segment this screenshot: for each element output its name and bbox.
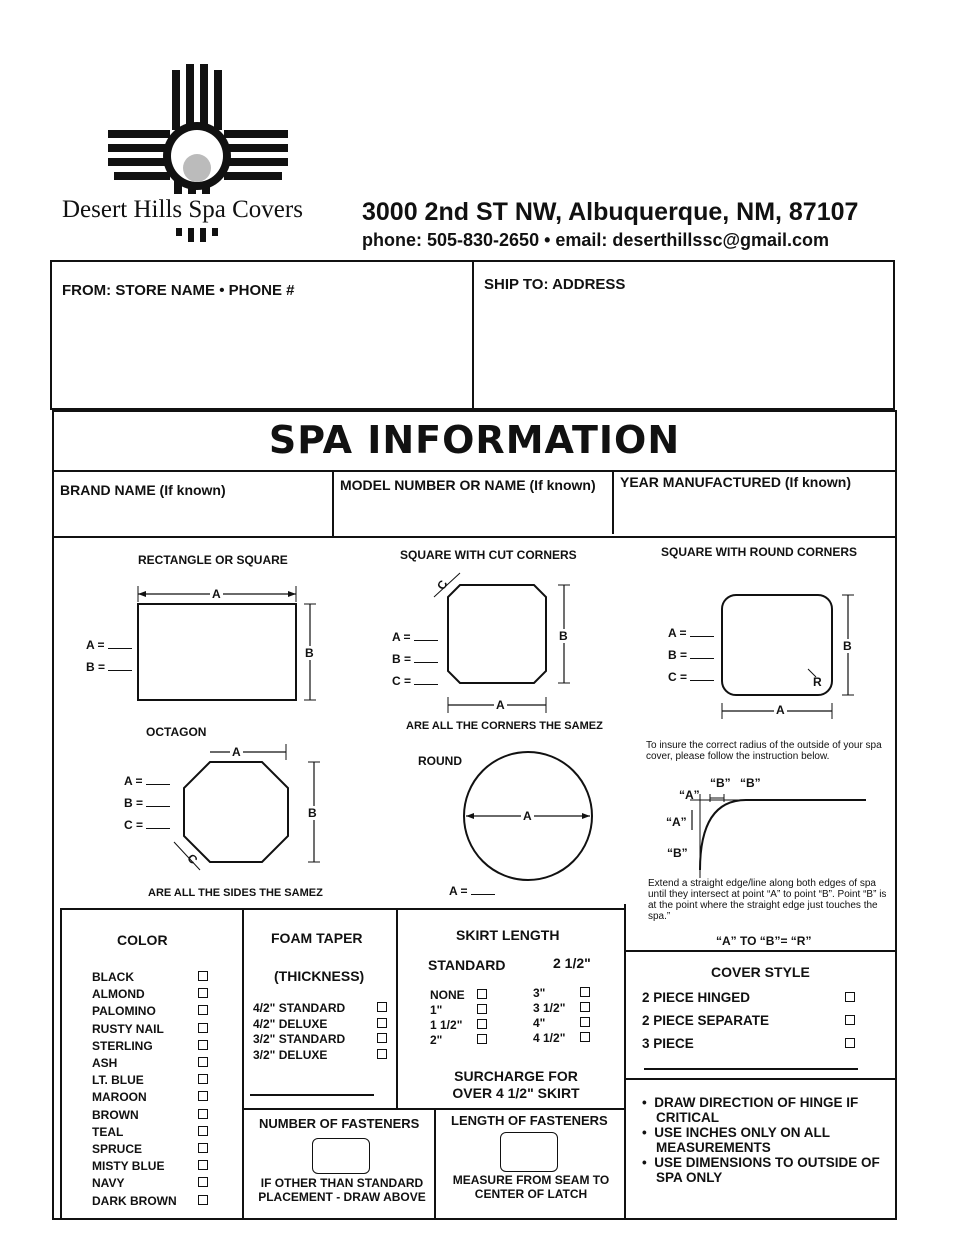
from-label: FROM: STORE NAME • PHONE # [62, 282, 295, 299]
note-item: • USE DIMENSIONS TO OUTSIDE OF SPA ONLY [642, 1155, 880, 1185]
skirt-option-label: 2" [430, 1033, 443, 1047]
shapes-top-divider [52, 536, 897, 538]
color-option-label: STERLING [92, 1038, 153, 1053]
foam-checkbox[interactable] [377, 1018, 387, 1028]
note-item: • USE INCHES ONLY ON ALL MEASUREMENTS [642, 1125, 830, 1155]
rect-dim-a: A [212, 587, 221, 601]
foam-underline [250, 1094, 374, 1096]
skirt-checkbox[interactable] [477, 1004, 487, 1014]
foam-option-label: 4/2" DELUXE [253, 1016, 328, 1031]
color-option-label: PALOMINO [92, 1004, 156, 1019]
octagon-a-label[interactable]: A = [124, 774, 170, 788]
skirt-surcharge: SURCHARGE FOR OVER 4 1/2" SKIRT [452, 1068, 580, 1101]
color-title: COLOR [117, 932, 168, 948]
color-checkbox[interactable] [198, 1109, 208, 1119]
color-option-label: SPRUCE [92, 1142, 143, 1156]
foam-option-label: 4/2" STANDARD [253, 1001, 346, 1015]
radius-label-b-left: “B” [667, 846, 688, 860]
cover-style-top [624, 950, 897, 952]
year-field[interactable] [618, 492, 888, 528]
cover-style-underline [644, 1068, 858, 1070]
color-option-label: BROWN [92, 1107, 139, 1122]
round-corner-dim-a: A [776, 703, 785, 717]
ship-to-field[interactable] [482, 298, 886, 402]
fasteners-divider [434, 1108, 436, 1220]
model-divider [612, 472, 614, 534]
color-checkbox[interactable] [198, 988, 208, 998]
from-ship-divider [472, 262, 474, 408]
radius-label-b-top2: “B” [740, 776, 761, 790]
foam-checkbox[interactable] [377, 1049, 387, 1059]
cut-dim-a: A [496, 698, 505, 712]
octagon-c-label[interactable]: C = [124, 818, 170, 832]
skirt-checkbox[interactable] [580, 1002, 590, 1012]
radius-label-b-top1: “B” [710, 776, 731, 790]
color-checkbox[interactable] [198, 1040, 208, 1050]
skirt-checkbox[interactable] [477, 1019, 487, 1029]
color-checkbox[interactable] [198, 1160, 208, 1170]
fasteners-number-note: IF OTHER THAN STANDARD PLACEMENT - DRAW ABOVE [258, 1176, 426, 1204]
round-corner-a-label[interactable]: A = [668, 626, 714, 640]
fasteners-number-field[interactable] [312, 1138, 370, 1174]
color-checkbox[interactable] [198, 1091, 208, 1101]
fasteners-number-title: NUMBER OF FASTENERS [259, 1116, 420, 1131]
foam-option-label: 3/2" STANDARD [253, 1032, 346, 1046]
skirt-standard-label: STANDARD [428, 957, 506, 973]
cover-style-checkbox[interactable] [845, 1015, 855, 1025]
cut-b-label[interactable]: B = [392, 652, 438, 666]
round-corner-c-label[interactable]: C = [668, 670, 714, 684]
skirt-option-label: 4" [533, 1016, 546, 1030]
company-contact: phone: 505-830-2650 • email: deserthillssc@gmail.com [362, 230, 830, 250]
cut-note: ARE ALL THE CORNERS THE SAMEZ [406, 720, 603, 732]
skirt-checkbox[interactable] [580, 1017, 590, 1027]
skirt-checkbox[interactable] [580, 1032, 590, 1042]
fasteners-length-title: LENGTH OF FASTENERS [451, 1113, 608, 1128]
year-label: YEAR MANUFACTURED (If known) [620, 474, 851, 490]
skirt-checkbox[interactable] [477, 989, 487, 999]
foam-checkbox[interactable] [377, 1033, 387, 1043]
round-corner-b-label[interactable]: B = [668, 648, 714, 662]
skirt-standard-value: 2 1/2" [553, 955, 591, 971]
cover-style-option-label: 2 PIECE SEPARATE [642, 1013, 770, 1028]
fasteners-length-field[interactable] [500, 1132, 558, 1172]
notes-top [624, 1078, 897, 1080]
color-checkbox[interactable] [198, 971, 208, 981]
skirt-title: SKIRT LENGTH [456, 927, 560, 943]
cut-title: SQUARE WITH CUT CORNERS [400, 548, 577, 562]
brand-field[interactable] [58, 500, 326, 534]
octagon-title: OCTAGON [146, 725, 207, 739]
color-option-label: LT. BLUE [92, 1073, 144, 1088]
color-checkbox[interactable] [198, 1195, 208, 1205]
rect-a-label[interactable]: A = [86, 638, 132, 652]
color-checkbox[interactable] [198, 1143, 208, 1153]
cover-style-option-label: 3 PIECE [642, 1036, 694, 1051]
octagon-b-label[interactable]: B = [124, 796, 170, 810]
skirt-option-label: 3 1/2" [533, 1001, 566, 1015]
cut-c-label[interactable]: C = [392, 674, 438, 688]
foam-title: FOAM TAPER [271, 930, 363, 946]
round-corner-dim-b: B [843, 639, 852, 653]
cut-dim-c: C [434, 577, 451, 593]
color-option-label: MISTY BLUE [92, 1159, 165, 1174]
radius-instructions: Extend a straight edge/line along both edges of spa until they intersect at point “A” to point “B”. Point “B” is at the point where the straight edge just touches the spa.” [648, 878, 887, 922]
cut-a-label[interactable]: A = [392, 630, 438, 644]
radius-diagram-icon [676, 778, 876, 878]
company-address: 3000 2nd ST NW, Albuquerque, NM, 87107 [362, 198, 859, 226]
note-item: • DRAW DIRECTION OF HINGE IF CRITICAL [642, 1095, 859, 1125]
instructions-list [642, 1095, 892, 1185]
skirt-right-divider [624, 904, 626, 1220]
skirt-checkbox[interactable] [477, 1034, 487, 1044]
round-a-label[interactable]: A = [449, 884, 495, 898]
cover-style-option-label: 2 PIECE HINGED [642, 990, 751, 1005]
color-checkbox[interactable] [198, 1057, 208, 1067]
foam-subtitle: (THICKNESS) [274, 968, 365, 984]
skirt-option-label: NONE [430, 988, 465, 1002]
color-option-label: ALMOND [92, 987, 145, 1002]
cover-style-title: COVER STYLE [711, 964, 810, 980]
color-option-label: ASH [92, 1056, 118, 1070]
spa-info-title: SPA INFORMATION [268, 418, 681, 462]
round-corner-title: SQUARE WITH ROUND CORNERS [661, 545, 858, 559]
color-checkbox[interactable] [198, 1023, 208, 1033]
bottom-grid-top [60, 908, 624, 910]
fasteners-top [242, 1108, 624, 1110]
color-checkbox[interactable] [198, 1074, 208, 1084]
radius-label-a-top: “A” [679, 788, 700, 802]
color-checkbox[interactable] [198, 1177, 208, 1187]
model-label: MODEL NUMBER OR NAME (If known) [340, 477, 596, 493]
brand-divider [332, 472, 334, 538]
skirt-checkbox[interactable] [580, 987, 590, 997]
skirt-option-label: 1" [430, 1003, 443, 1017]
company-name: Desert Hills Spa Covers [62, 196, 303, 223]
ship-to-label: SHIP TO: ADDRESS [484, 276, 626, 293]
round-dim-a: A [523, 809, 532, 823]
color-option-label: NAVY [92, 1176, 125, 1191]
color-checkbox[interactable] [198, 1005, 208, 1015]
color-option-label: DARK BROWN [92, 1193, 177, 1208]
color-left-border [60, 908, 62, 1220]
round-corner-dim-r: R [813, 675, 822, 689]
octagon-dim-b: B [308, 806, 317, 820]
foam-right-divider [396, 908, 398, 1110]
color-checkbox[interactable] [198, 1126, 208, 1136]
skirt-option-label: 4 1/2" [533, 1031, 566, 1045]
color-right-divider [242, 908, 244, 1220]
fasteners-length-note: MEASURE FROM SEAM TO CENTER OF LATCH [452, 1173, 610, 1201]
cut-dim-b: B [559, 629, 568, 643]
from-field[interactable] [60, 304, 464, 402]
octagon-dim-c: C [184, 850, 201, 868]
skirt-option-label: 3" [533, 986, 546, 1000]
radius-label-a-left: “A” [666, 815, 687, 829]
rectangle-diagram-icon [120, 582, 330, 707]
brand-label: BRAND NAME (If known) [60, 482, 226, 498]
color-option-label: TEAL [92, 1124, 124, 1139]
radius-formula: “A” TO “B”= “R” [716, 934, 812, 948]
foam-option-label: 3/2" DELUXE [253, 1047, 328, 1062]
foam-checkbox[interactable] [377, 1002, 387, 1012]
model-field[interactable] [338, 496, 606, 532]
octagon-note: ARE ALL THE SIDES THE SAMEZ [148, 887, 323, 899]
rect-b-label[interactable]: B = [86, 660, 132, 674]
title-divider [52, 470, 897, 472]
round-title: ROUND [418, 754, 462, 768]
rect-dim-b: B [305, 646, 314, 660]
cover-style-checkbox[interactable] [845, 1038, 855, 1048]
color-option-label: MAROON [92, 1090, 147, 1105]
skirt-option-label: 1 1/2" [430, 1018, 463, 1032]
color-option-label: BLACK [92, 970, 134, 984]
rect-title: RECTANGLE OR SQUARE [138, 553, 288, 567]
color-option-label: RUSTY NAIL [92, 1021, 164, 1036]
octagon-dim-a: A [232, 745, 241, 759]
radius-intro: To insure the correct radius of the outside of your spa cover, please follow the instruction below. [646, 740, 882, 762]
cover-style-checkbox[interactable] [845, 992, 855, 1002]
